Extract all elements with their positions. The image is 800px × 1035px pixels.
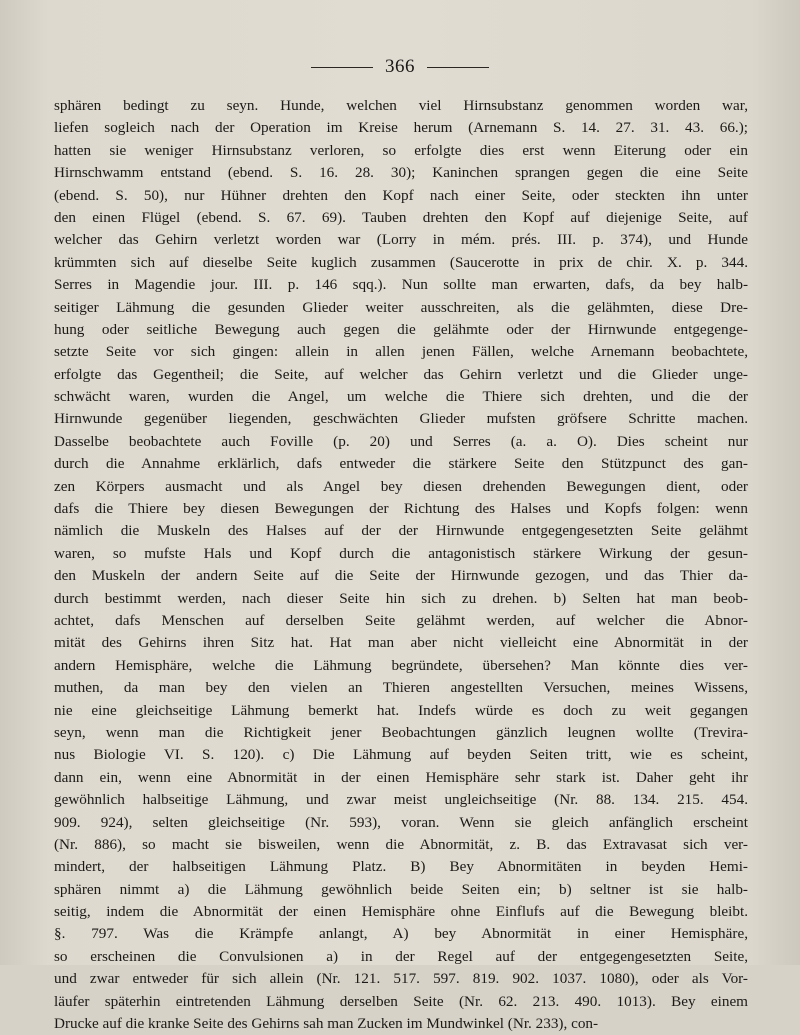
text-line: sphären bedingt zu seyn. Hunde, welchen viel Hirnsubstanz genommen worden war,	[54, 97, 748, 114]
text-line: dann ein, wenn eine Abnormität in der einen Hemisphäre sehr stark ist. Daher geht ihr	[54, 768, 748, 786]
page-number: 366	[385, 56, 415, 77]
text-line: hatten sie weniger Hirnsubstanz verloren, so erfolgte dies erst wenn Eiterung oder ein	[54, 141, 748, 159]
text-line: liefen sogleich nach der Operation im Kreise herum (Arnemann S. 14. 27. 31. 43. 66.);	[54, 119, 748, 137]
text-line: so erscheinen die Convulsionen a) in der Regel auf der entgegengesetzten Seite,	[54, 947, 748, 965]
page-header	[0, 56, 800, 78]
text-line: 909. 924), selten gleichseitige (Nr. 593), voran. Wenn sie gleich anfänglich erscheint	[54, 813, 748, 831]
header-rule-right	[427, 67, 489, 68]
text-line: seitig, indem die Abnormität der einen Hemisphäre ohne Einflufs auf die Bewegung bleibt.	[54, 903, 748, 921]
text-line: nämlich die Muskeln des Halses auf der der Hirnwunde entgegengesetzten Seite gelähmt	[54, 522, 748, 540]
text-line: durch bestimmt werden, nach dieser Seite hin sich zu drehen. b) Selten hat man beob-	[54, 589, 748, 607]
text-line: sphären nimmt a) die Lähmung gewöhnlich beide Seiten ein; b) seltner ist sie halb-	[54, 880, 748, 898]
text-line: Dasselbe beobachtete auch Foville (p. 20) und Serres (a. a. O). Dies scheint nur	[54, 432, 748, 450]
text-line: muthen, da man bey den vielen an Thieren angestellten Versuchen, meines Wissens,	[54, 679, 748, 697]
text-line: den Muskeln der andern Seite auf die Seite der Hirnwunde gezogen, und das Thier da-	[54, 567, 748, 585]
text-line: Drucke auf die kranke Seite des Gehirns sah man Zucken im Mundwinkel (Nr. 233), con-	[54, 1015, 599, 1033]
text-line: nie eine gleichseitige Lähmung bemerkt hat. Indefs würde es doch zu weit gegangen	[54, 701, 748, 719]
text-line: hung oder seitliche Bewegung auch gegen die gelähmte oder der Hirnwunde entgegenge-	[54, 320, 748, 338]
text-line: den einen Flügel (ebend. S. 67. 69). Tauben drehten den Kopf auf diejenige Seite, auf	[54, 208, 748, 226]
text-line: setzte Seite vor sich gingen: allein in allen jenen Fällen, welche Arnemann beobachtete,	[54, 343, 748, 361]
text-line: erfolgte das Gegentheil; die Seite, auf welcher das Gehirn verletzt und die Glieder unge-	[54, 365, 748, 383]
text-line: nus Biologie VI. S. 120). c) Die Lähmung auf beyden Seiten tritt, wie es scheint,	[54, 746, 748, 764]
text-line: schwächt waren, wurden die Angel, um welche die Thiere sich drehten, und die der	[54, 388, 748, 406]
text-line: seyn, wenn man die Richtigkeit jener Beobachtungen gänzlich leugnen wollte (Trevira-	[54, 723, 748, 741]
text-line: zen Körpers ausmacht und als Angel bey diesen drehenden Bewegungen dient, oder	[54, 477, 748, 495]
text-line: andern Hemisphäre, welche die Lähmung begründete, übersehen? Man könnte dies ver-	[54, 656, 748, 674]
text-line: dafs die Thiere bey diesen Bewegungen der Richtung des Halses und Kopfs folgen: wenn	[54, 500, 748, 518]
text-line: Hirnschwamm entstand (ebend. S. 16. 28. 30); Kaninchen sprangen gegen die eine Seite	[54, 164, 748, 182]
text-line: mindert, der halbseitigen Lähmung Platz. B) Bey Abnormitäten in beyden Hemi-	[54, 858, 748, 876]
text-line: (ebend. S. 50), nur Hühner drehten den Kopf nach einer Seite, oder steckten ihn unter	[54, 186, 748, 204]
body-text	[54, 95, 748, 1035]
text-line: §. 797. Was die Krämpfe anlangt, A) bey Abnormität in einer Hemisphäre,	[54, 925, 748, 943]
header-rule-left	[311, 67, 373, 68]
text-line: seitiger Lähmung die gesunden Glieder weiter ausschreiten, als die gelähmten, diese Dre-	[54, 298, 748, 316]
text-line: welcher das Gehirn verletzt worden war (Lorry in mém. prés. III. p. 374), und Hunde	[54, 231, 748, 249]
text-line: Serres in Magendie jour. III. p. 146 sqq.). Nun sollte man erwarten, dafs, da bey halb-	[54, 276, 748, 294]
text-line: durch die Annahme erklärlich, dafs entweder die stärkere Seite den Stützpunct des gan-	[54, 455, 748, 473]
text-line: achtet, dafs Menschen auf derselben Seite gelähmt werden, auf welcher die Abnor-	[54, 611, 748, 629]
text-line: (Nr. 886), so macht sie bisweilen, wenn die Abnormität, z. B. das Extravasat sich ver-	[54, 835, 748, 853]
text-line: krümmten sich auf dieselbe Seite kuglich zusammen (Saucerotte in prix de chir. X. p. 344.	[54, 253, 748, 271]
text-line: Hirnwunde gegenüber liegenden, geschwächten Glieder mufsten gröfsere Schritte machen.	[54, 410, 748, 428]
text-line: läufer späterhin eintretenden Lähmung derselben Seite (Nr. 62. 213. 490. 1013). Bey einem	[54, 992, 748, 1010]
text-line: gewöhnlich halbseitige Lähmung, und zwar meist ungleichseitige (Nr. 88. 134. 215. 454.	[54, 791, 748, 809]
text-line: mität des Gehirns ihren Sitz hat. Hat man aber nicht vielleicht eine Abnormität in der	[54, 634, 748, 652]
text-line: waren, so mufste Hals und Kopf durch die antagonistisch stärkere Wirkung der gesun-	[54, 544, 748, 562]
text-line: und zwar entweder für sich allein (Nr. 121. 517. 597. 819. 902. 1037. 1080), oder als Vor-	[54, 970, 748, 988]
